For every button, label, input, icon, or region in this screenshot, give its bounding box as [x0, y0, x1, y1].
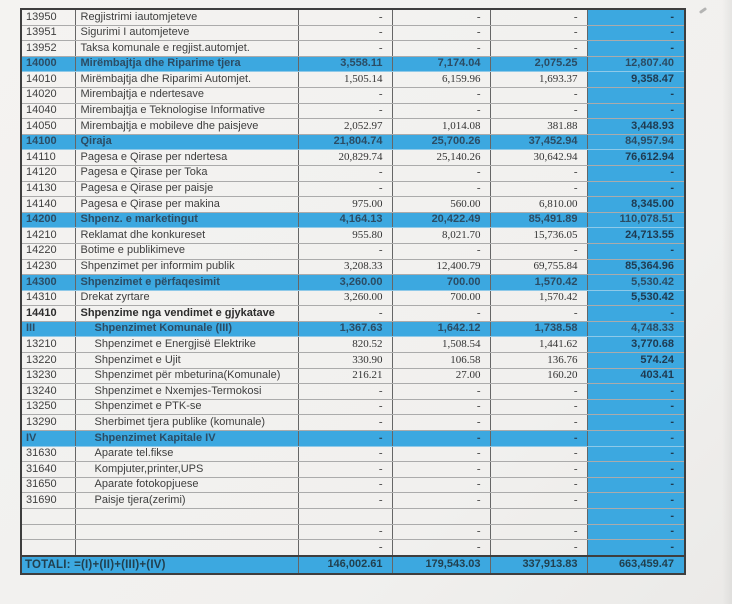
amount-cell-col1: 3,260.00 — [298, 275, 392, 291]
scan-edge-shadow — [722, 0, 732, 604]
row-code: 13250 — [21, 399, 75, 415]
amount-cell-col3: - — [490, 9, 587, 25]
amount-cell-col4: - — [587, 446, 685, 462]
amount-cell-col2: 27.00 — [392, 368, 490, 384]
expense-table — [20, 8, 686, 575]
amount-cell-col4: - — [587, 431, 685, 447]
row-description: Sherbimet tjera publike (komunale) — [75, 415, 298, 431]
amount-cell-col1: 975.00 — [298, 197, 392, 213]
amount-cell-col1: 1,505.14 — [298, 72, 392, 88]
amount-cell-col4: - — [587, 540, 685, 556]
row-code: 13951 — [21, 25, 75, 41]
amount-cell-col1: 820.52 — [298, 337, 392, 353]
amount-cell-col4: - — [587, 181, 685, 197]
row-code: 14000 — [21, 56, 75, 72]
amount-cell-col2: - — [392, 87, 490, 103]
amount-cell-col1: - — [298, 540, 392, 556]
row-code: 14310 — [21, 290, 75, 306]
amount-cell-col2 — [392, 509, 490, 525]
amount-cell-col2: 179,543.03 — [392, 556, 490, 574]
amount-cell-col3: 30,642.94 — [490, 150, 587, 166]
total-row — [21, 556, 685, 574]
amount-cell-col4: - — [587, 399, 685, 415]
row-code: 14120 — [21, 165, 75, 181]
row-description: Pagesa e Qirase per makina — [75, 197, 298, 213]
table-row — [21, 119, 685, 135]
amount-cell-col3: 15,736.05 — [490, 228, 587, 244]
row-code — [21, 540, 75, 556]
amount-cell-col2: - — [392, 524, 490, 540]
amount-cell-col2: - — [392, 446, 490, 462]
amount-cell-col3: - — [490, 181, 587, 197]
row-code: 31640 — [21, 462, 75, 478]
row-description: Qiraja — [75, 134, 298, 150]
amount-cell-col2: 7,174.04 — [392, 56, 490, 72]
section-row — [21, 321, 685, 337]
row-description: Shpenzimet e Ujit — [75, 353, 298, 369]
amount-cell-col4: - — [587, 41, 685, 57]
amount-cell-col3: - — [490, 243, 587, 259]
table-row — [21, 290, 685, 306]
table-row — [21, 353, 685, 369]
amount-cell-col3: 1,738.58 — [490, 321, 587, 337]
table-row — [21, 228, 685, 244]
amount-cell-col3: - — [490, 477, 587, 493]
row-description — [75, 524, 298, 540]
amount-cell-col1: - — [298, 384, 392, 400]
amount-cell-col1: 146,002.61 — [298, 556, 392, 574]
amount-cell-col3: - — [490, 165, 587, 181]
row-description: Paisje tjera(zerimi) — [75, 493, 298, 509]
amount-cell-col1: 3,208.33 — [298, 259, 392, 275]
amount-cell-col4: 3,770.68 — [587, 337, 685, 353]
table-row — [21, 41, 685, 57]
amount-cell-col3: 69,755.84 — [490, 259, 587, 275]
amount-cell-col4: 5,530.42 — [587, 290, 685, 306]
amount-cell-col2: - — [392, 9, 490, 25]
amount-cell-col1: - — [298, 431, 392, 447]
row-description: Shpenzimet e përfaqesimit — [75, 275, 298, 291]
row-description: Aparate fotokopjuese — [75, 477, 298, 493]
amount-cell-col4: 5,530.42 — [587, 275, 685, 291]
amount-cell-col4: 3,448.93 — [587, 119, 685, 135]
row-code: 13950 — [21, 9, 75, 25]
row-description: Mirëmbajtja dhe Riparime tjera — [75, 56, 298, 72]
amount-cell-col3: 381.88 — [490, 119, 587, 135]
amount-cell-col3: 1,570.42 — [490, 275, 587, 291]
row-description: Shpenzimet e PTK-se — [75, 399, 298, 415]
amount-cell-col4: - — [587, 25, 685, 41]
table-row — [21, 446, 685, 462]
table-row — [21, 493, 685, 509]
amount-cell-col2: - — [392, 399, 490, 415]
row-code — [21, 524, 75, 540]
amount-cell-col2: 20,422.49 — [392, 212, 490, 228]
amount-cell-col3: 1,441.62 — [490, 337, 587, 353]
row-description: Shpenzimet e Nxemjes-Termokosi — [75, 384, 298, 400]
amount-cell-col3: - — [490, 462, 587, 478]
row-description: Shpenzimet Kapitale IV — [75, 431, 298, 447]
table-row — [21, 87, 685, 103]
row-description: Drekat zyrtare — [75, 290, 298, 306]
row-description: Regjistrimi iautomjeteve — [75, 9, 298, 25]
table-row — [21, 165, 685, 181]
amount-cell-col4: - — [587, 243, 685, 259]
amount-cell-col3: 1,693.37 — [490, 72, 587, 88]
row-description: Pagesa e Qirase per paisje — [75, 181, 298, 197]
amount-cell-col1: - — [298, 399, 392, 415]
amount-cell-col4: 85,364.96 — [587, 259, 685, 275]
row-code: 13220 — [21, 353, 75, 369]
row-code: 14020 — [21, 87, 75, 103]
amount-cell-col2: 106.58 — [392, 353, 490, 369]
amount-cell-col2: - — [392, 165, 490, 181]
amount-cell-col2: - — [392, 384, 490, 400]
amount-cell-col2: 6,159.96 — [392, 72, 490, 88]
row-description: Shpenzimet për mbeturina(Komunale) — [75, 368, 298, 384]
amount-cell-col1: - — [298, 524, 392, 540]
row-description — [75, 540, 298, 556]
row-description: Shpenz. e marketingut — [75, 212, 298, 228]
amount-cell-col4: - — [587, 384, 685, 400]
amount-cell-col2: - — [392, 415, 490, 431]
row-code: 13210 — [21, 337, 75, 353]
amount-cell-col1: - — [298, 9, 392, 25]
table-row — [21, 197, 685, 213]
amount-cell-col3: 37,452.94 — [490, 134, 587, 150]
row-description: Pagesa e Qirase per ndertesa — [75, 150, 298, 166]
table-row — [21, 72, 685, 88]
amount-cell-col4: 8,345.00 — [587, 197, 685, 213]
amount-cell-col1: - — [298, 181, 392, 197]
amount-cell-col2: - — [392, 462, 490, 478]
amount-cell-col1: - — [298, 165, 392, 181]
amount-cell-col3: - — [490, 103, 587, 119]
amount-cell-col4: 403.41 — [587, 368, 685, 384]
row-code: 14230 — [21, 259, 75, 275]
amount-cell-col2: - — [392, 477, 490, 493]
row-code: 14040 — [21, 103, 75, 119]
amount-cell-col3: - — [490, 306, 587, 322]
row-code: 14140 — [21, 197, 75, 213]
amount-cell-col4: - — [587, 462, 685, 478]
amount-cell-col1: 1,367.63 — [298, 321, 392, 337]
row-code: 31650 — [21, 477, 75, 493]
table-row — [21, 384, 685, 400]
amount-cell-col4: 663,459.47 — [587, 556, 685, 574]
amount-cell-col1: - — [298, 25, 392, 41]
section-row — [21, 212, 685, 228]
table-row — [21, 243, 685, 259]
row-code: 13240 — [21, 384, 75, 400]
amount-cell-col1: 3,260.00 — [298, 290, 392, 306]
amount-cell-col4: - — [587, 477, 685, 493]
row-code: 13952 — [21, 41, 75, 57]
amount-cell-col2: - — [392, 493, 490, 509]
table-row — [21, 25, 685, 41]
amount-cell-col4: 12,807.40 — [587, 56, 685, 72]
amount-cell-col3: - — [490, 493, 587, 509]
amount-cell-col4: 84,957.94 — [587, 134, 685, 150]
row-code: 14100 — [21, 134, 75, 150]
amount-cell-col2: 700.00 — [392, 275, 490, 291]
row-description — [75, 509, 298, 525]
amount-cell-col4: - — [587, 9, 685, 25]
row-description: Sigurimi I automjeteve — [75, 25, 298, 41]
table-row — [21, 368, 685, 384]
table-row — [21, 337, 685, 353]
amount-cell-col1: 20,829.74 — [298, 150, 392, 166]
row-description: Shpenzimet e Energjisë Elektrike — [75, 337, 298, 353]
row-code: 31630 — [21, 446, 75, 462]
amount-cell-col3: - — [490, 87, 587, 103]
row-description: Botime e publikimeve — [75, 243, 298, 259]
amount-cell-col1: 3,558.11 — [298, 56, 392, 72]
amount-cell-col1: - — [298, 493, 392, 509]
amount-cell-col3: - — [490, 431, 587, 447]
amount-cell-col2: 25,700.26 — [392, 134, 490, 150]
amount-cell-col2: 700.00 — [392, 290, 490, 306]
amount-cell-col2: - — [392, 243, 490, 259]
amount-cell-col1: - — [298, 103, 392, 119]
amount-cell-col1: - — [298, 446, 392, 462]
amount-cell-col1: - — [298, 41, 392, 57]
section-row — [21, 275, 685, 291]
section-row — [21, 56, 685, 72]
amount-cell-col1: - — [298, 415, 392, 431]
table-row — [21, 509, 685, 525]
table-row — [21, 150, 685, 166]
amount-cell-col2: - — [392, 181, 490, 197]
amount-cell-col1 — [298, 509, 392, 525]
row-code: 31690 — [21, 493, 75, 509]
amount-cell-col4: - — [587, 103, 685, 119]
table-row — [21, 462, 685, 478]
row-description: Mirembajtja e mobileve dhe paisjeve — [75, 119, 298, 135]
row-description: Pagesa e Qirase per Toka — [75, 165, 298, 181]
table-row — [21, 306, 685, 322]
amount-cell-col3: - — [490, 446, 587, 462]
table-row — [21, 9, 685, 25]
table-row — [21, 477, 685, 493]
amount-cell-col1: - — [298, 243, 392, 259]
table-row — [21, 415, 685, 431]
total-label: TOTALI: =(I)+(II)+(III)+(IV) — [21, 556, 298, 574]
amount-cell-col3: - — [490, 25, 587, 41]
amount-cell-col1: 216.21 — [298, 368, 392, 384]
amount-cell-col4: - — [587, 87, 685, 103]
amount-cell-col3: 337,913.83 — [490, 556, 587, 574]
row-code: 14050 — [21, 119, 75, 135]
amount-cell-col3 — [490, 509, 587, 525]
row-description: Reklamat dhe konkureset — [75, 228, 298, 244]
amount-cell-col2: 1,014.08 — [392, 119, 490, 135]
amount-cell-col3: 1,570.42 — [490, 290, 587, 306]
amount-cell-col3: - — [490, 384, 587, 400]
amount-cell-col1: - — [298, 87, 392, 103]
row-description: Mirembajtja e Teknologise Informative — [75, 103, 298, 119]
row-code: 14410 — [21, 306, 75, 322]
row-description: Kompjuter,printer,UPS — [75, 462, 298, 478]
row-code: 14210 — [21, 228, 75, 244]
row-description: Shpenzimet per informim publik — [75, 259, 298, 275]
table-row — [21, 103, 685, 119]
amount-cell-col4: - — [587, 415, 685, 431]
row-code: 14110 — [21, 150, 75, 166]
amount-cell-col2: - — [392, 306, 490, 322]
amount-cell-col2: - — [392, 540, 490, 556]
amount-cell-col4: 574.24 — [587, 353, 685, 369]
row-code — [21, 509, 75, 525]
amount-cell-col4: 24,713.55 — [587, 228, 685, 244]
amount-cell-col3: - — [490, 540, 587, 556]
table-row — [21, 524, 685, 540]
row-code: IV — [21, 431, 75, 447]
row-code: 14200 — [21, 212, 75, 228]
amount-cell-col2: 1,642.12 — [392, 321, 490, 337]
row-description: Shpenzime nga vendimet e gjykatave — [75, 306, 298, 322]
amount-cell-col3: 2,075.25 — [490, 56, 587, 72]
row-description: Shpenzimet Komunale (III) — [75, 321, 298, 337]
amount-cell-col3: 6,810.00 — [490, 197, 587, 213]
amount-cell-col1: 21,804.74 — [298, 134, 392, 150]
amount-cell-col3: 160.20 — [490, 368, 587, 384]
row-code: 13230 — [21, 368, 75, 384]
amount-cell-col4: 9,358.47 — [587, 72, 685, 88]
amount-cell-col2: 12,400.79 — [392, 259, 490, 275]
amount-cell-col2: 560.00 — [392, 197, 490, 213]
row-code: III — [21, 321, 75, 337]
amount-cell-col4: 76,612.94 — [587, 150, 685, 166]
table-row — [21, 540, 685, 556]
amount-cell-col4: - — [587, 493, 685, 509]
row-description: Taksa komunale e regjist.automjet. — [75, 41, 298, 57]
table-row — [21, 399, 685, 415]
row-description: Mirembajtja e ndertesave — [75, 87, 298, 103]
amount-cell-col2: - — [392, 431, 490, 447]
scan-artifact — [699, 7, 707, 14]
amount-cell-col3: - — [490, 524, 587, 540]
row-description: Mirëmbajtja dhe Riparimi Automjet. — [75, 72, 298, 88]
amount-cell-col2: - — [392, 25, 490, 41]
amount-cell-col3: 136.76 — [490, 353, 587, 369]
row-code: 14220 — [21, 243, 75, 259]
amount-cell-col1: - — [298, 306, 392, 322]
amount-cell-col4: 4,748.33 — [587, 321, 685, 337]
row-code: 13290 — [21, 415, 75, 431]
row-code: 14130 — [21, 181, 75, 197]
amount-cell-col2: 1,508.54 — [392, 337, 490, 353]
amount-cell-col4: 110,078.51 — [587, 212, 685, 228]
amount-cell-col4: - — [587, 306, 685, 322]
section-row — [21, 134, 685, 150]
amount-cell-col1: - — [298, 477, 392, 493]
amount-cell-col1: 330.90 — [298, 353, 392, 369]
amount-cell-col4: - — [587, 524, 685, 540]
row-code: 14300 — [21, 275, 75, 291]
table-row — [21, 181, 685, 197]
amount-cell-col3: 85,491.89 — [490, 212, 587, 228]
amount-cell-col1: 4,164.13 — [298, 212, 392, 228]
amount-cell-col2: 8,021.70 — [392, 228, 490, 244]
expense-table-body — [21, 9, 685, 574]
amount-cell-col3: - — [490, 415, 587, 431]
amount-cell-col4: - — [587, 165, 685, 181]
amount-cell-col3: - — [490, 41, 587, 57]
amount-cell-col1: 955.80 — [298, 228, 392, 244]
row-description: Aparate tel.fikse — [75, 446, 298, 462]
amount-cell-col1: 2,052.97 — [298, 119, 392, 135]
amount-cell-col2: - — [392, 103, 490, 119]
amount-cell-col4: - — [587, 509, 685, 525]
table-row — [21, 259, 685, 275]
amount-cell-col1: - — [298, 462, 392, 478]
section-row — [21, 431, 685, 447]
amount-cell-col2: - — [392, 41, 490, 57]
row-code: 14010 — [21, 72, 75, 88]
amount-cell-col3: - — [490, 399, 587, 415]
amount-cell-col2: 25,140.26 — [392, 150, 490, 166]
